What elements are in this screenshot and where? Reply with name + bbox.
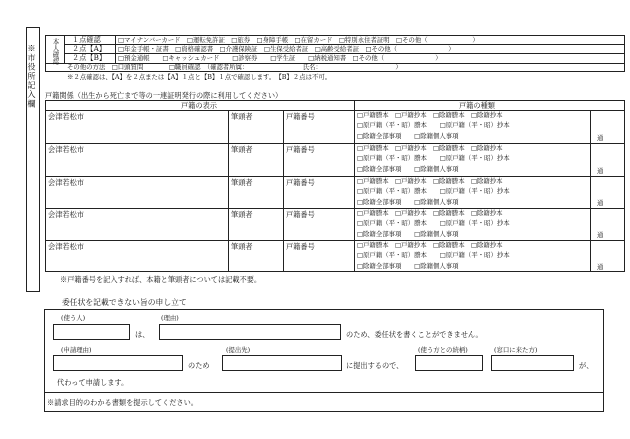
koseki-col-divider-count xyxy=(590,110,591,272)
koseki-row-number: 戸籍番号 xyxy=(286,178,315,187)
apply-reason-field[interactable] xyxy=(53,355,183,371)
koseki-row-type-line[interactable]: □原戸籍（平・昭）謄本 □原戸籍（平・昭）抄本 xyxy=(357,219,510,227)
label-window: (窓口に来た方) xyxy=(494,346,538,354)
koseki-col-divider xyxy=(354,100,355,272)
verification-row-3-items[interactable]: □預金通帳 □キャッシュカード □診察券 □学生証 □納税通知書 □その他（ ） xyxy=(118,54,442,62)
koseki-row-unit: 通 xyxy=(597,263,604,271)
koseki-row-type-line[interactable]: □戸籍謄本 □戸籍抄本 □除籍謄本 □除籍抄本 xyxy=(357,177,503,185)
text-cannot: のため、委任状を書くことができません。 xyxy=(346,330,483,339)
koseki-row-line-3 xyxy=(45,208,625,209)
frame-top-border xyxy=(26,27,40,28)
koseki-row-number: 戸籍番号 xyxy=(286,145,315,154)
koseki-row-type-line[interactable]: □戸籍謄本 □戸籍抄本 □除籍謄本 □除籍抄本 xyxy=(357,111,503,119)
koseki-header-display: 戸籍の表示 xyxy=(181,101,217,110)
koseki-row-place: 会津若松市 xyxy=(48,242,84,251)
verification-row-1-items[interactable]: □マイナンバーカード □運転免許証 □旅券 □身障手帳 □在留カード □特別永住者証明 □その他（ ） xyxy=(118,36,479,44)
koseki-row-type-line[interactable]: □原戸籍（平・昭）謄本 □原戸籍（平・昭）抄本 xyxy=(357,121,510,129)
frame-inner-border xyxy=(39,27,40,292)
koseki-row-place: 会津若松市 xyxy=(48,210,84,219)
koseki-row-head: 筆頭者 xyxy=(231,210,253,219)
koseki-row-type-line[interactable]: □戸籍謄本 □戸籍抄本 □除籍謄本 □除籍抄本 xyxy=(357,144,503,152)
verification-divider-2 xyxy=(115,35,116,63)
label-apply-reason: (申請理由) xyxy=(61,346,92,354)
koseki-title: 戸籍関係（出生から死亡まで等の一連証明発行の際に利用してください） xyxy=(45,91,283,100)
koseki-row-type-line[interactable]: □戸籍謄本 □戸籍抄本 □除籍謄本 □除籍抄本 xyxy=(357,209,503,217)
verification-other-method[interactable]: その他の方法 □口頭質問 □職員確認 （確認者所属： 氏名： ） xyxy=(67,63,402,71)
side-label: ※市役所記入欄 xyxy=(27,44,37,109)
koseki-row-head: 筆頭者 xyxy=(231,178,253,187)
label-submit-to: (提出先) xyxy=(226,346,251,354)
text-tame: のため xyxy=(188,361,210,370)
koseki-row-number: 戸籍番号 xyxy=(286,112,315,121)
verification-row-1-label: １点確認 xyxy=(72,35,101,44)
koseki-header-line xyxy=(45,110,625,111)
koseki-row-type-line[interactable]: □原戸籍（平・昭）謄本 □原戸籍（平・昭）抄本 xyxy=(357,154,510,162)
koseki-row-unit: 通 xyxy=(597,167,604,175)
verification-divider-1 xyxy=(64,35,65,63)
koseki-row-head: 筆頭者 xyxy=(231,112,253,121)
verification-row-2-items[interactable]: □年金手帳・証書 □資格確認書 □介護保険証 □生保受給者証 □高齢受給者証 □その他（ ） xyxy=(118,45,455,53)
user-field[interactable] xyxy=(53,324,130,340)
reason-field[interactable] xyxy=(159,324,341,340)
koseki-row-place: 会津若松市 xyxy=(48,112,84,121)
statement-title: 委任状を記載できない旨の申し立て xyxy=(62,298,187,307)
koseki-row-type-line[interactable]: □除籍全部事項 □除籍個人事項 xyxy=(357,198,459,206)
label-user: (使う人) xyxy=(61,314,86,322)
koseki-row-head: 筆頭者 xyxy=(231,242,253,251)
submit-to-field[interactable] xyxy=(222,355,342,371)
koseki-row-unit: 通 xyxy=(597,199,604,207)
koseki-row-type-line[interactable]: □除籍全部事項 □除籍個人事項 xyxy=(357,262,459,270)
text-ha: は、 xyxy=(135,330,150,339)
text-submit: に提出するので、 xyxy=(346,361,404,370)
verification-note: ※２点確認は、【A】を２点または【A】１点と【B】１点で確認します。 【B】２点は不可。 xyxy=(67,73,332,81)
koseki-row-type-line[interactable]: □除籍全部事項 □除籍個人事項 xyxy=(357,132,459,140)
koseki-col-divider-head xyxy=(228,110,229,272)
label-relation: (使う方との続柄) xyxy=(418,346,468,354)
koseki-row-line-2 xyxy=(45,176,625,177)
statement-note-divider xyxy=(44,392,604,393)
verification-section-label: 本人確認 xyxy=(51,38,59,65)
koseki-footnote: ※戸籍番号を記入すれば、本籍と筆頭者については記載不要。 xyxy=(60,275,262,284)
koseki-row-line-1 xyxy=(45,143,625,144)
verification-row-2-label: ２点【A】 xyxy=(72,44,106,53)
statement-note: ※請求目的のわかる書類を提示してください。 xyxy=(47,398,198,407)
koseki-col-divider-number xyxy=(283,110,284,272)
frame-bottom-border xyxy=(26,291,40,292)
koseki-row-place: 会津若松市 xyxy=(48,178,84,187)
koseki-row-place: 会津若松市 xyxy=(48,145,84,154)
window-person-field[interactable] xyxy=(491,355,574,371)
koseki-row-head: 筆頭者 xyxy=(231,145,253,154)
koseki-row-number: 戸籍番号 xyxy=(286,210,315,219)
verification-row-3-label: ２点【B】 xyxy=(72,53,107,62)
koseki-row-number: 戸籍番号 xyxy=(286,242,315,251)
koseki-row-unit: 通 xyxy=(597,231,604,239)
koseki-row-line-4 xyxy=(45,240,625,241)
text-ga: が、 xyxy=(579,361,594,370)
koseki-row-type-line[interactable]: □原戸籍（平・昭）謄本 □原戸籍（平・昭）抄本 xyxy=(357,251,510,259)
koseki-row-type-line[interactable]: □原戸籍（平・昭）謄本 □原戸籍（平・昭）抄本 xyxy=(357,187,510,195)
koseki-table xyxy=(45,100,625,272)
label-reason: (理由) xyxy=(161,314,179,322)
koseki-row-type-line[interactable]: □除籍全部事項 □除籍個人事項 xyxy=(357,165,459,173)
koseki-header-type: 戸籍の種類 xyxy=(459,101,495,110)
text-proxy: 代わって申請します。 xyxy=(57,378,129,387)
koseki-row-type-line[interactable]: □戸籍謄本 □戸籍抄本 □除籍謄本 □除籍抄本 xyxy=(357,241,503,249)
koseki-row-type-line[interactable]: □除籍全部事項 □除籍個人事項 xyxy=(357,230,459,238)
relation-field[interactable] xyxy=(415,355,483,371)
koseki-row-unit: 通 xyxy=(597,134,604,142)
